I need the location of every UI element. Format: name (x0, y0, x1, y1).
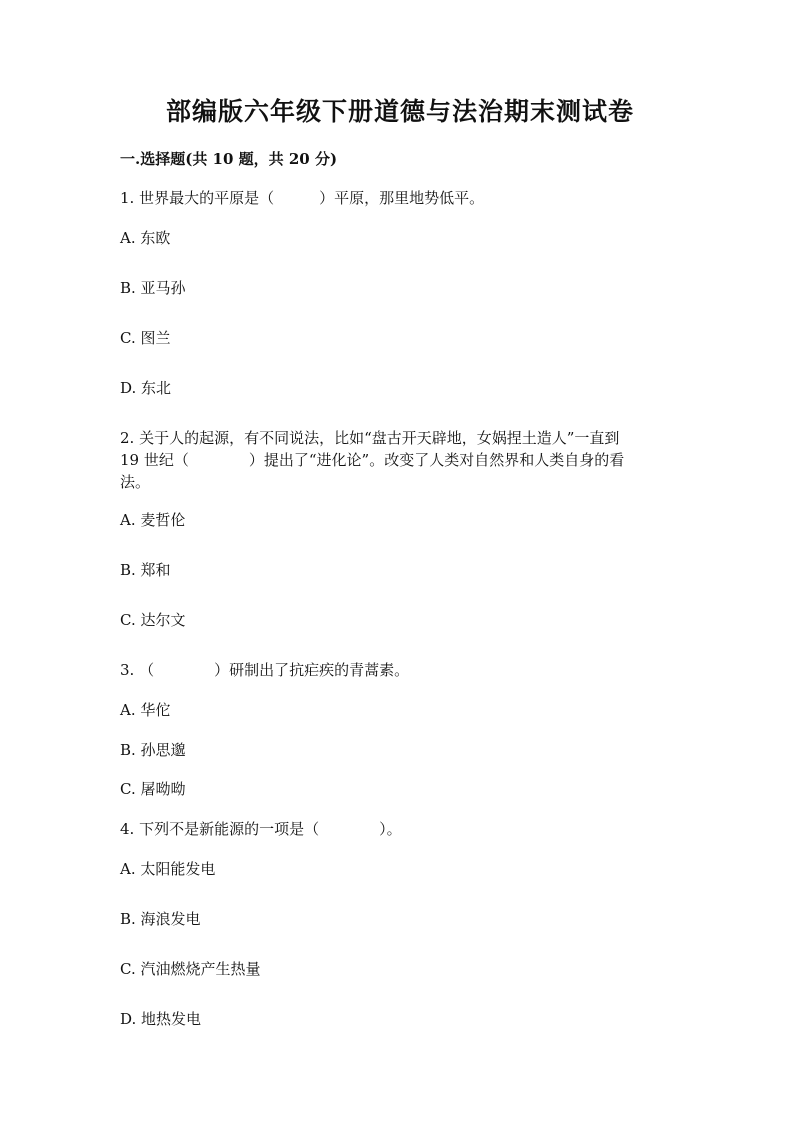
question-3-option-b: B. 孙思邈 (120, 741, 186, 759)
question-1-option-a: A. 东欧 (120, 229, 171, 247)
question-2-stem-line-3: 法。 (120, 473, 151, 491)
section-heading: 一.选择题(共 10 题，共 20 分) (120, 150, 338, 168)
question-4-option-d: D. 地热发电 (120, 1010, 202, 1028)
question-1-option-b: B. 亚马孙 (120, 279, 186, 297)
question-2-option-c: C. 达尔文 (120, 611, 186, 629)
question-4-option-b: B. 海浪发电 (120, 910, 201, 928)
question-2-stem-line-1: 2. 关于人的起源，有不同说法，比如“盘古开天辟地，女娲捏土造人”一直到 (120, 429, 620, 447)
question-4-stem: 4. 下列不是新能源的一项是（ ）。 (120, 820, 402, 838)
question-2-option-a: A. 麦哲伦 (120, 511, 186, 529)
question-2-stem-line-2: 19 世纪（ ）提出了“进化论”。改变了人类对自然界和人类自身的看 (120, 451, 625, 469)
question-4-option-c: C. 汽油燃烧产生热量 (120, 960, 261, 978)
question-1-stem: 1. 世界最大的平原是（ ）平原，那里地势低平。 (120, 189, 485, 207)
question-1-option-d: D. 东北 (120, 379, 172, 397)
page-title: 部编版六年级下册道德与法治期末测试卷 (165, 97, 634, 126)
question-3-stem: 3. （ ）研制出了抗疟疾的青蒿素。 (120, 661, 410, 679)
question-2-option-b: B. 郑和 (120, 561, 171, 579)
question-3-option-a: A. 华佗 (120, 701, 171, 719)
question-4-option-a: A. 太阳能发电 (120, 860, 216, 878)
question-1-option-c: C. 图兰 (120, 329, 171, 347)
question-3-option-c: C. 屠呦呦 (120, 780, 186, 798)
